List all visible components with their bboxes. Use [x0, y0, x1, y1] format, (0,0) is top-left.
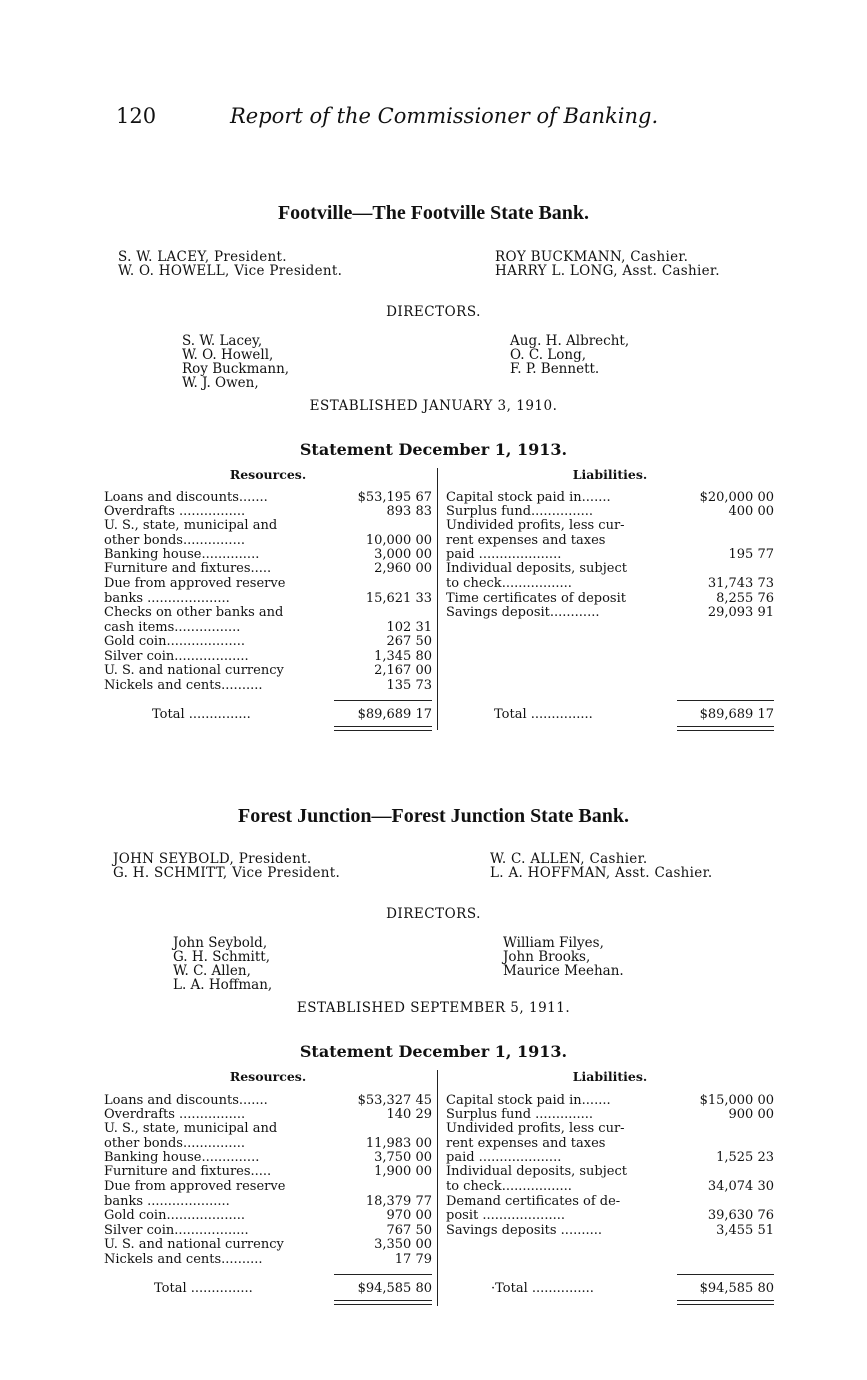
row-label: U. S., state, municipal and	[104, 518, 278, 533]
row-label: Due from approved reserve	[104, 1179, 286, 1194]
row-amount: 900 00	[728, 1107, 774, 1122]
row-label: posit ....................	[446, 1208, 565, 1223]
double-rule	[677, 730, 774, 731]
row-amount: 15,621 33	[365, 591, 432, 606]
director: Aug. H. Albrecht,	[510, 333, 630, 349]
row-amount: 3,350 00	[374, 1237, 432, 1252]
row-amount: $53,195 67	[357, 490, 432, 505]
liability-row	[446, 1108, 774, 1122]
row-label: Time certificates of deposit	[446, 591, 626, 606]
liability-row	[446, 491, 774, 505]
resource-row	[104, 1238, 432, 1252]
resource-row	[104, 635, 432, 649]
row-amount: 1,900 00	[374, 1164, 432, 1179]
liability-row	[446, 519, 774, 533]
row-amount: 195 77	[728, 547, 774, 562]
row-label: paid ....................	[446, 1150, 562, 1165]
page-header	[116, 104, 756, 134]
row-label: Savings deposits ..........	[446, 1223, 602, 1238]
liability-row	[446, 1094, 774, 1108]
row-amount: 267 50	[386, 634, 432, 649]
row-amount: 31,743 73	[707, 576, 774, 591]
liability-row	[446, 548, 774, 562]
row-amount: 34,074 30	[707, 1179, 774, 1194]
resource-row	[104, 1180, 432, 1194]
resource-row	[104, 534, 432, 548]
statement-title: Statement December 1, 1913.	[299, 440, 568, 459]
row-label: Undivided profits, less cur-	[446, 1121, 625, 1136]
row-label: Banking house..............	[104, 547, 260, 562]
officer: HARRY L. LONG, Asst. Cashier.	[495, 263, 720, 279]
liabilities-heading: Liabilities.	[572, 1069, 648, 1084]
row-amount: 17 79	[394, 1252, 432, 1267]
director: W. O. Howell,	[182, 347, 274, 363]
resource-row	[104, 491, 432, 505]
director: W. J. Owen,	[182, 375, 259, 391]
row-label: paid ....................	[446, 547, 562, 562]
double-rule	[334, 1304, 432, 1305]
row-label: Individual deposits, subject	[446, 1164, 627, 1179]
row-amount: 893 83	[386, 504, 432, 519]
sum-rule	[677, 1274, 774, 1275]
bank-title: Forest Junction—Forest Junction State Bank.	[238, 805, 629, 827]
double-rule	[334, 726, 432, 727]
directors-heading: DIRECTORS.	[386, 304, 481, 320]
liabilities-heading: Liabilities.	[572, 467, 648, 482]
row-label: Capital stock paid in.......	[446, 1093, 611, 1108]
row-label: Gold coin...................	[104, 634, 245, 649]
total-amount: $89,689 17	[357, 707, 432, 722]
page-number: 120	[116, 104, 157, 128]
row-amount: 3,750 00	[374, 1150, 432, 1165]
total-amount: $89,689 17	[699, 707, 774, 722]
row-label: Savings deposit............	[446, 605, 600, 620]
row-label: Overdrafts ................	[104, 1107, 246, 1122]
resource-row	[104, 519, 432, 533]
row-amount: 11,983 00	[365, 1136, 432, 1151]
resource-row	[104, 1195, 432, 1209]
established-date: ESTABLISHED JANUARY 3, 1910.	[309, 398, 558, 414]
row-amount: $20,000 00	[699, 490, 774, 505]
liability-row	[446, 505, 774, 519]
row-label: Loans and discounts.......	[104, 1093, 268, 1108]
total-amount: $94,585 80	[699, 1281, 774, 1296]
running-title: Report of the Commissioner of Banking.	[230, 104, 659, 128]
row-label: Undivided profits, less cur-	[446, 518, 625, 533]
row-label: Banking house..............	[104, 1150, 260, 1165]
total-label: Total ...............	[494, 707, 593, 722]
row-label: Checks on other banks and	[104, 605, 284, 620]
row-label: Silver coin..................	[104, 1223, 249, 1238]
director: S. W. Lacey,	[182, 333, 263, 349]
officer: W. O. HOWELL, Vice President.	[118, 263, 343, 279]
row-label: Silver coin..................	[104, 649, 249, 664]
row-amount: 1,345 80	[374, 649, 432, 664]
resource-row	[104, 548, 432, 562]
liability-row	[446, 1137, 774, 1151]
row-amount: 8,255 76	[716, 591, 774, 606]
officer: S. W. LACEY, President.	[118, 249, 287, 265]
liability-row	[446, 1209, 774, 1223]
row-label: rent expenses and taxes	[446, 1136, 606, 1151]
row-label: other bonds...............	[104, 1136, 245, 1151]
row-label: Nickels and cents..........	[104, 678, 263, 693]
resources-heading: Resources.	[229, 1069, 307, 1084]
director: William Filyes,	[503, 935, 604, 951]
liability-row	[446, 1224, 774, 1238]
row-amount: 400 00	[728, 504, 774, 519]
row-label: to check.................	[446, 576, 572, 591]
director: John Brooks,	[503, 949, 591, 965]
resource-row	[104, 664, 432, 678]
row-amount: 39,630 76	[707, 1208, 774, 1223]
total-amount: $94,585 80	[357, 1281, 432, 1296]
officer: ROY BUCKMANN, Cashier.	[495, 249, 689, 265]
resource-row	[104, 1224, 432, 1238]
row-amount: 18,379 77	[365, 1194, 432, 1209]
double-rule	[334, 1300, 432, 1301]
column-divider	[437, 468, 438, 730]
row-label: Furniture and fixtures.....	[104, 561, 272, 576]
row-label: Loans and discounts.......	[104, 490, 268, 505]
director: L. A. Hoffman,	[173, 977, 273, 993]
total-label: Total ...............	[152, 707, 251, 722]
row-amount: $15,000 00	[699, 1093, 774, 1108]
row-label: Gold coin...................	[104, 1208, 245, 1223]
liability-row	[446, 1122, 774, 1136]
resource-row	[104, 606, 432, 620]
resource-row	[104, 1209, 432, 1223]
row-label: U. S. and national currency	[104, 663, 284, 678]
statement-title: Statement December 1, 1913.	[299, 1042, 568, 1061]
row-amount: 102 31	[386, 620, 432, 635]
sum-rule	[334, 1274, 432, 1275]
row-amount: 135 73	[386, 678, 432, 693]
row-amount: 2,167 00	[374, 663, 432, 678]
row-amount: 29,093 91	[707, 605, 774, 620]
row-label: U. S. and national currency	[104, 1237, 284, 1252]
bank-title: Footville—The Footville State Bank.	[277, 202, 590, 224]
row-amount: 3,455 51	[716, 1223, 774, 1238]
total-label: ·Total ...............	[491, 1281, 594, 1296]
liability-row	[446, 1195, 774, 1209]
row-amount: 1,525 23	[716, 1150, 774, 1165]
resource-row	[104, 1151, 432, 1165]
resource-row	[104, 1122, 432, 1136]
double-rule	[677, 1300, 774, 1301]
liability-row	[446, 606, 774, 620]
resource-row	[104, 1094, 432, 1108]
resource-row	[104, 679, 432, 693]
row-amount: 140 29	[386, 1107, 432, 1122]
director: F. P. Bennett.	[510, 361, 600, 377]
resource-row	[104, 621, 432, 635]
resource-row	[104, 1165, 432, 1179]
officer: JOHN SEYBOLD, President.	[113, 851, 312, 867]
resource-row	[104, 1108, 432, 1122]
double-rule	[677, 726, 774, 727]
resource-row	[104, 650, 432, 664]
resource-row	[104, 592, 432, 606]
resource-row	[104, 562, 432, 576]
column-divider	[437, 1070, 438, 1306]
director: O. C. Long,	[510, 347, 587, 363]
liability-row	[446, 592, 774, 606]
director: John Seybold,	[173, 935, 268, 951]
row-amount: 970 00	[386, 1208, 432, 1223]
resource-row	[104, 1253, 432, 1267]
director: Roy Buckmann,	[182, 361, 290, 377]
row-label: cash items................	[104, 620, 241, 635]
liability-row	[446, 1180, 774, 1194]
row-amount: 767 50	[386, 1223, 432, 1238]
liability-row	[446, 534, 774, 548]
liability-row	[446, 1151, 774, 1165]
double-rule	[677, 1304, 774, 1305]
director: Maurice Meehan.	[503, 963, 624, 979]
double-rule	[334, 730, 432, 731]
row-label: Capital stock paid in.......	[446, 490, 611, 505]
row-label: Due from approved reserve	[104, 576, 286, 591]
total-label: Total ...............	[154, 1281, 253, 1296]
row-amount: 2,960 00	[374, 561, 432, 576]
director: W. C. Allen,	[173, 963, 251, 979]
resources-heading: Resources.	[229, 467, 307, 482]
row-amount: 10,000 00	[365, 533, 432, 548]
officer: G. H. SCHMITT, Vice President.	[113, 865, 341, 881]
sum-rule	[334, 700, 432, 701]
row-label: rent expenses and taxes	[446, 533, 606, 548]
sum-rule	[677, 700, 774, 701]
resource-row	[104, 505, 432, 519]
row-label: Surplus fund...............	[446, 504, 594, 519]
liability-row	[446, 577, 774, 591]
row-label: Surplus fund ..............	[446, 1107, 594, 1122]
row-label: Demand certificates of de-	[446, 1194, 621, 1209]
liability-row	[446, 562, 774, 576]
row-label: U. S., state, municipal and	[104, 1121, 278, 1136]
row-amount: $53,327 45	[357, 1093, 432, 1108]
row-label: Overdrafts ................	[104, 504, 246, 519]
resource-row	[104, 1137, 432, 1151]
established-date: ESTABLISHED SEPTEMBER 5, 1911.	[296, 1000, 571, 1016]
resource-row	[104, 577, 432, 591]
row-label: Furniture and fixtures.....	[104, 1164, 272, 1179]
row-label: other bonds...............	[104, 533, 245, 548]
row-label: banks ....................	[104, 591, 230, 606]
officer: W. C. ALLEN, Cashier.	[490, 851, 648, 867]
row-amount: 3,000 00	[374, 547, 432, 562]
directors-heading: DIRECTORS.	[386, 906, 481, 922]
row-label: Nickels and cents..........	[104, 1252, 263, 1267]
director: G. H. Schmitt,	[173, 949, 271, 965]
row-label: to check.................	[446, 1179, 572, 1194]
liability-row	[446, 1165, 774, 1179]
row-label: banks ....................	[104, 1194, 230, 1209]
officer: L. A. HOFFMAN, Asst. Cashier.	[490, 865, 713, 881]
row-label: Individual deposits, subject	[446, 561, 627, 576]
